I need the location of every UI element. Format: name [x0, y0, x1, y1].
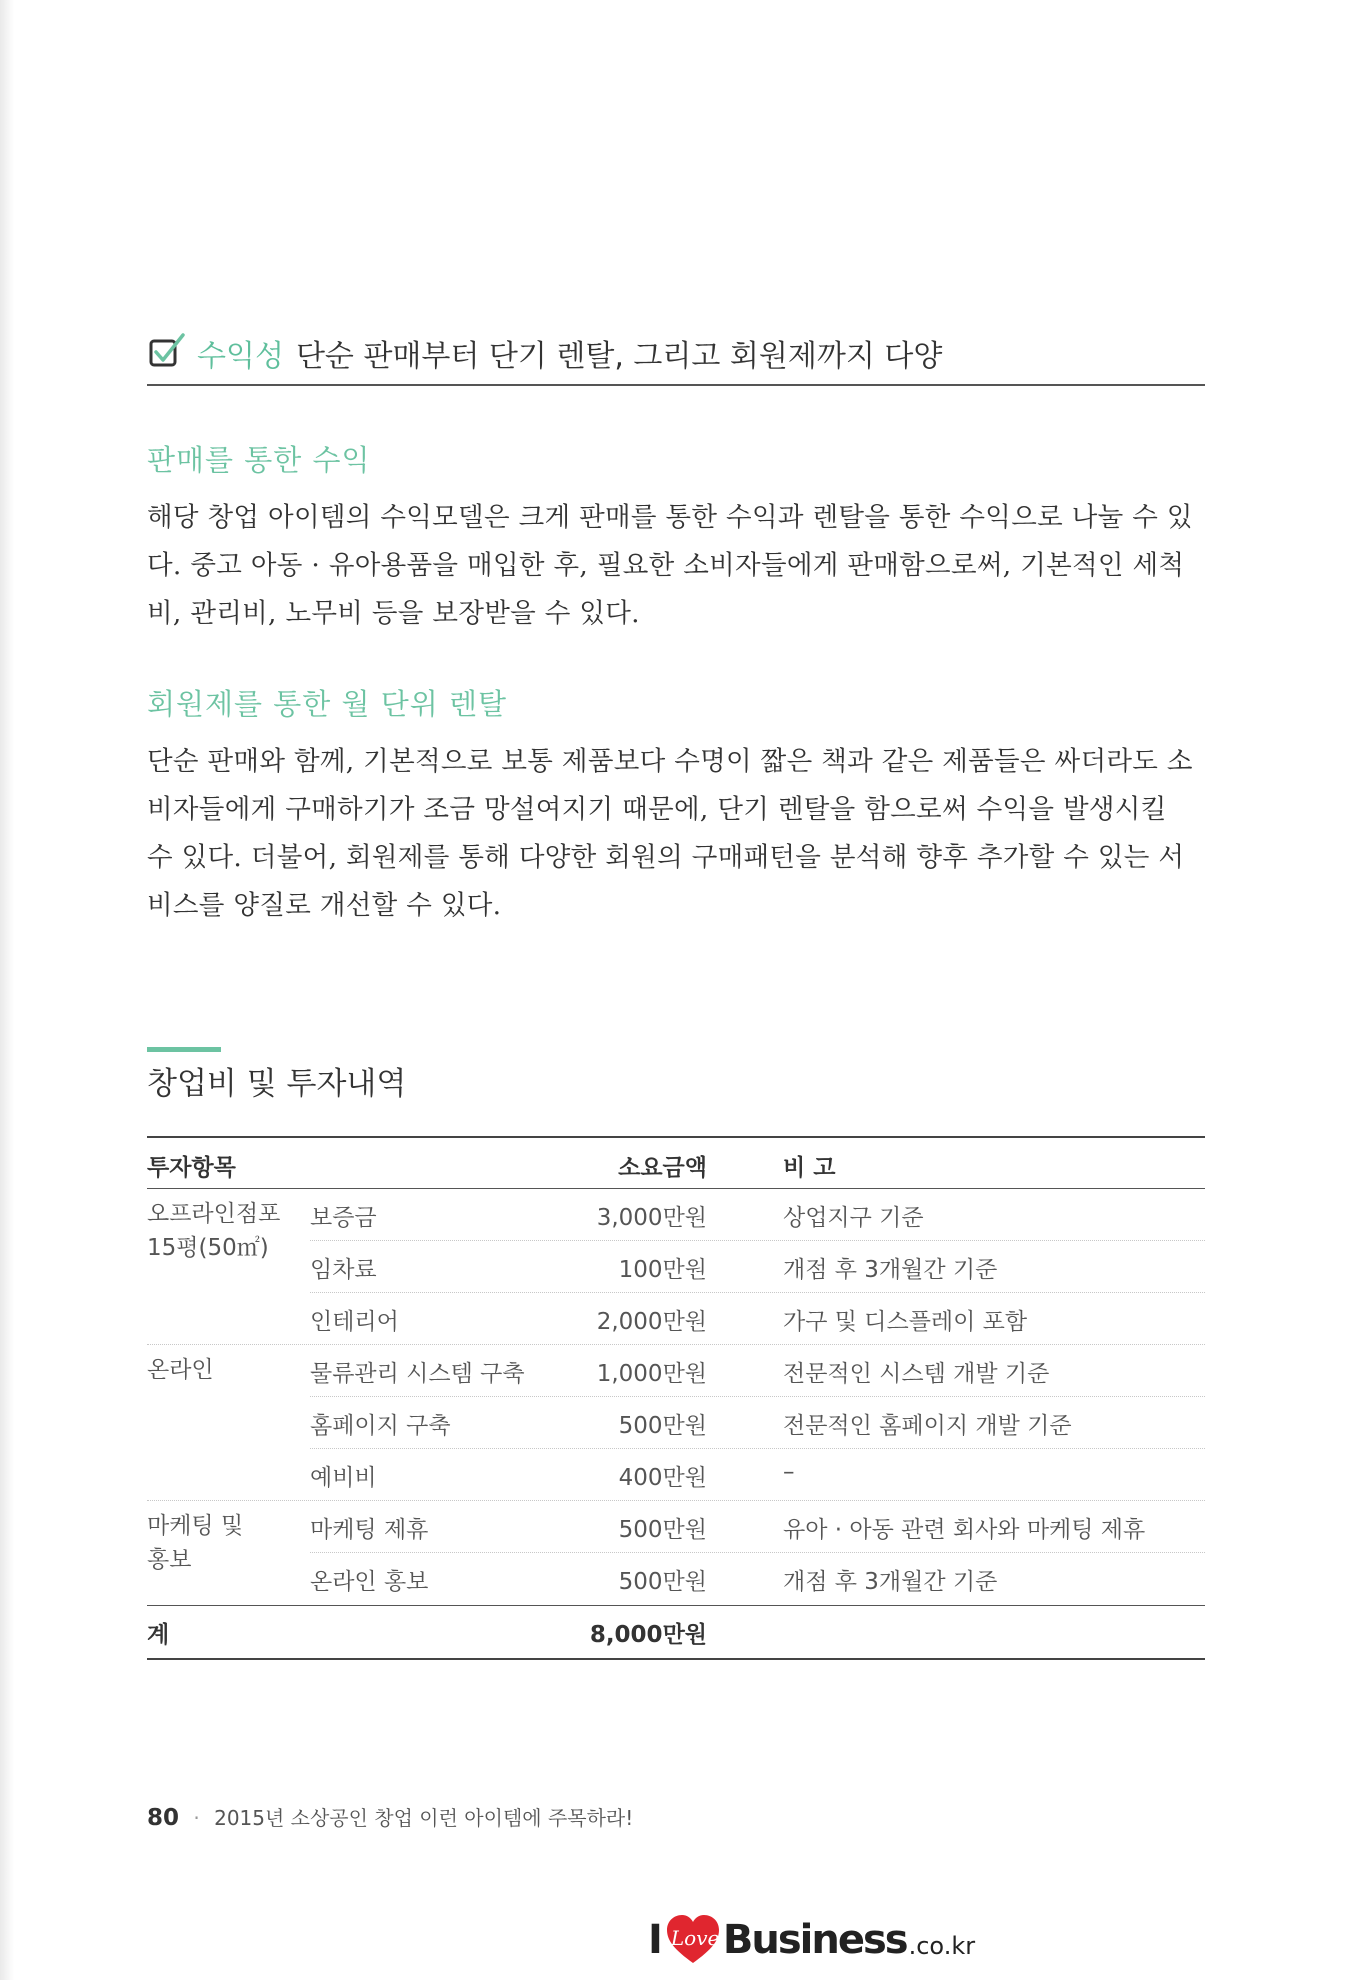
group-label-line: 마케팅 및	[147, 1513, 244, 1539]
page-number: 80	[147, 1805, 180, 1831]
footer-separator: ·	[193, 1806, 200, 1830]
text-line: 비스를 양질로 개선할 수 있다.	[147, 890, 502, 921]
table-row	[147, 1449, 1205, 1501]
heart-icon	[665, 1913, 721, 1967]
table-heading: 창업비 및 투자내역	[147, 1066, 407, 1102]
logo-business: Business	[722, 1917, 907, 1963]
footer-text: 2015년 소상공인 창업 이런 아이템에 주목하라!	[214, 1806, 634, 1830]
logo-i: I	[648, 1917, 663, 1963]
cell-amount: 100만원	[618, 1257, 707, 1283]
group-label-line: 15평(50㎡)	[147, 1235, 269, 1261]
cell-item: 홈페이지 구축	[310, 1413, 451, 1439]
cell-note: 가구 및 디스플레이 포함	[783, 1309, 1028, 1335]
section-title: 단순 판매부터 단기 렌탈, 그리고 회원제까지 다양	[295, 339, 943, 374]
table-total-row	[147, 1605, 1205, 1660]
cell-amount: 1,000만원	[596, 1361, 707, 1387]
table-row	[147, 1345, 1205, 1397]
subsection-title-rental: 회원제를 통한 월 단위 렌탈	[147, 687, 508, 721]
table-row	[147, 1241, 1205, 1293]
text-line: 비, 관리비, 노무비 등을 보장받을 수 있다.	[147, 598, 640, 629]
table-body	[147, 1189, 1205, 1605]
table-header-row	[147, 1136, 1205, 1189]
section-accent-label: 수익성	[197, 339, 284, 374]
cell-note: 상업지구 기준	[783, 1205, 924, 1231]
section-header	[147, 322, 1205, 386]
cell-item: 마케팅 제휴	[310, 1517, 429, 1543]
text-line: 다. 중고 아동 · 유아용품을 매입한 후, 필요한 소비자들에게 판매함으로써, 기본적인 세척	[147, 550, 1185, 581]
group-label-line: 홍보	[147, 1547, 192, 1573]
brand-logo	[648, 1910, 975, 1970]
header-item: 투자항목	[147, 1155, 236, 1181]
cell-item: 온라인 홍보	[310, 1569, 429, 1595]
cell-amount: 3,000만원	[596, 1205, 707, 1231]
cell-amount: 2,000만원	[596, 1309, 707, 1335]
page-edge-shadow	[0, 0, 14, 1980]
header-amount: 소요금액	[618, 1155, 707, 1181]
table-heading-accent-bar	[147, 1047, 221, 1052]
cell-note: 개점 후 3개월간 기준	[783, 1569, 998, 1595]
table-row	[147, 1553, 1205, 1605]
header-note: 비 고	[783, 1155, 836, 1181]
text-line: 단순 판매와 함께, 기본적으로 보통 제품보다 수명이 짧은 책과 같은 제품들은 싸더라도 소	[147, 746, 1193, 777]
table-row	[147, 1293, 1205, 1345]
cell-amount: 500만원	[618, 1569, 707, 1595]
group-label-line: 온라인	[147, 1357, 214, 1383]
table-row	[147, 1397, 1205, 1449]
cell-note: 전문적인 홈페이지 개발 기준	[783, 1413, 1072, 1439]
subsection-title-sales: 판매를 통한 수익	[147, 443, 371, 477]
cell-amount: 500만원	[618, 1517, 707, 1543]
investment-table	[147, 1136, 1205, 1660]
cell-item: 물류관리 시스템 구축	[310, 1361, 525, 1387]
cell-item: 보증금	[310, 1205, 377, 1231]
text-line: 해당 창업 아이템의 수익모델은 크게 판매를 통한 수익과 렌탈을 통한 수익으로 나눌 수 있	[147, 502, 1193, 533]
total-amount: 8,000만원	[589, 1622, 707, 1648]
cell-amount: 400만원	[618, 1465, 707, 1491]
cell-note: 유아 · 아동 관련 회사와 마케팅 제휴	[783, 1517, 1146, 1543]
cell-note: 전문적인 시스템 개발 기준	[783, 1361, 1050, 1387]
checkbox-check-icon	[147, 331, 187, 371]
total-label: 계	[147, 1622, 170, 1648]
cell-item: 임차료	[310, 1257, 377, 1283]
cell-item: 예비비	[310, 1465, 377, 1491]
group-label-line: 오프라인점포	[147, 1201, 281, 1227]
logo-domain: .co.kr	[908, 1932, 976, 1960]
paragraph-rental	[147, 738, 1205, 930]
logo-love: Love	[670, 1926, 720, 1950]
cell-amount: 500만원	[618, 1413, 707, 1439]
text-line: 수 있다. 더불어, 회원제를 통해 다양한 회원의 구매패턴을 분석해 향후 추가할 수 있는 서	[147, 842, 1185, 873]
text-line: 비자들에게 구매하기가 조금 망설여지기 때문에, 단기 렌탈을 함으로써 수익을 발생시킬	[147, 794, 1167, 825]
table-row	[147, 1189, 1205, 1241]
table-row	[147, 1501, 1205, 1553]
cell-item: 인테리어	[310, 1309, 399, 1335]
cell-note: 개점 후 3개월간 기준	[783, 1257, 998, 1283]
paragraph-sales	[147, 494, 1205, 638]
cell-note: –	[783, 1459, 795, 1485]
page-footer	[147, 1802, 633, 1831]
